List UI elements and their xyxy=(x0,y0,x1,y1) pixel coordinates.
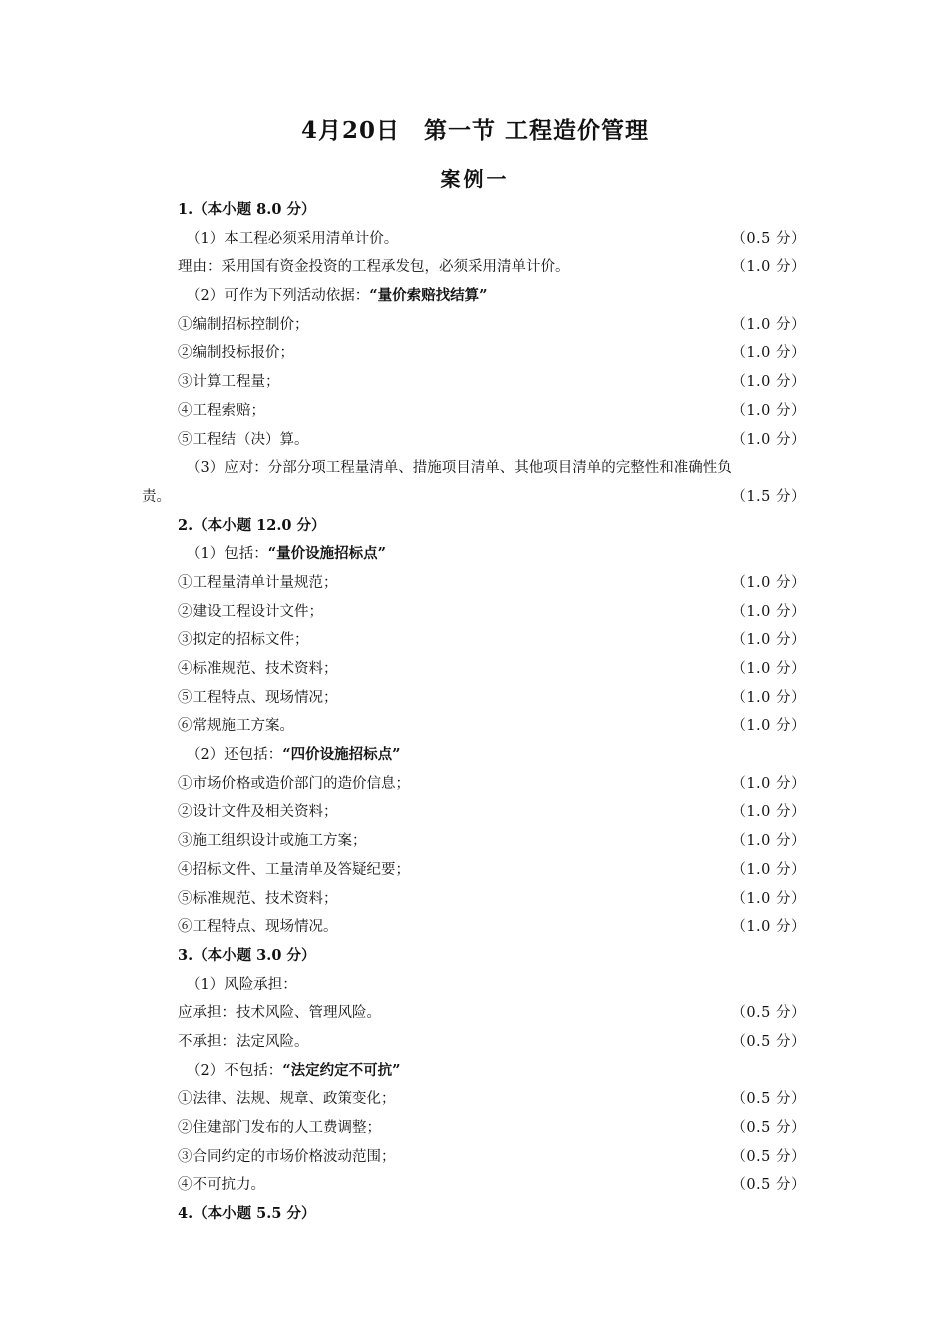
line-text xyxy=(178,655,338,684)
line-text xyxy=(178,684,338,713)
line-text-main: ⑤标准规范、技术资料； xyxy=(178,890,338,907)
score-label: （1.0 分） xyxy=(731,431,806,448)
line-text-main: ①工程量清单计量规范； xyxy=(178,574,338,591)
mnemonic-phrase: “量价设施招标点” xyxy=(267,545,386,563)
line-text xyxy=(178,798,338,827)
line-text-main: ⑥工程特点、现场情况。 xyxy=(178,919,338,936)
line-text xyxy=(178,196,315,225)
line-text-main: （2）还包括： xyxy=(186,747,283,764)
score-label: （1.0 分） xyxy=(731,259,806,276)
question-heading xyxy=(0,196,950,225)
answer-line xyxy=(0,712,950,741)
question-heading xyxy=(0,1200,950,1229)
score-label: （1.0 分） xyxy=(731,603,806,620)
line-text-main: 3.（本小题 3.0 分） xyxy=(178,946,316,964)
answer-line xyxy=(0,827,950,856)
score-label: （0.5 分） xyxy=(731,1005,806,1022)
answer-line xyxy=(0,1114,950,1143)
answer-line xyxy=(0,913,950,942)
line-text xyxy=(186,282,487,311)
line-text-main: ④招标文件、工量清单及答疑纪要； xyxy=(178,861,410,878)
answer-line xyxy=(0,626,950,655)
line-text-main: （3）应对：分部分项工程量清单、措施项目清单、其他项目清单的完整性和准确性负 xyxy=(186,460,732,477)
line-text xyxy=(178,368,280,397)
line-text xyxy=(178,253,570,282)
line-text xyxy=(178,885,338,914)
answer-line xyxy=(0,1085,950,1114)
score-label: （1.0 分） xyxy=(731,632,806,649)
answer-line xyxy=(0,999,950,1028)
question-heading xyxy=(0,942,950,971)
line-text xyxy=(178,397,265,426)
mnemonic-phrase: “量价索赔找结算” xyxy=(369,287,488,305)
line-text xyxy=(178,598,323,627)
answer-line xyxy=(0,798,950,827)
line-text xyxy=(178,712,294,741)
line-text-main: ②设计文件及相关资料； xyxy=(178,804,338,821)
case-title: 案例一 xyxy=(440,167,510,191)
line-text xyxy=(178,770,410,799)
line-text-main: 责。 xyxy=(142,488,171,505)
score-label: （1.0 分） xyxy=(731,661,806,677)
score-label: （1.0 分） xyxy=(731,861,806,878)
line-text xyxy=(178,1171,265,1200)
answer-lines xyxy=(0,196,950,1229)
answer-line xyxy=(0,454,950,483)
score-label: （1.0 分） xyxy=(731,402,806,419)
answer-line xyxy=(0,225,950,254)
line-text xyxy=(178,339,294,368)
line-text xyxy=(178,512,326,541)
answer-line xyxy=(0,253,950,282)
answer-line xyxy=(0,684,950,713)
line-text-main: ⑤工程特点、现场情况； xyxy=(178,689,338,706)
line-text-main: ①编制招标控制价； xyxy=(178,316,309,333)
score-label: （1.0 分） xyxy=(731,804,806,821)
line-text-main: （1）包括： xyxy=(186,546,268,563)
mnemonic-phrase: “四价设施招标点” xyxy=(282,746,401,764)
line-text xyxy=(186,540,386,569)
page-title: 4月20日 第一节 工程造价管理 xyxy=(300,117,650,144)
answer-line xyxy=(0,856,950,885)
score-label: （0.5 分） xyxy=(731,1033,806,1050)
answer-line xyxy=(0,1057,950,1086)
line-text-main: ②住建部门发布的人工费调整； xyxy=(178,1120,381,1136)
answer-line xyxy=(0,368,950,397)
score-label: （1.0 分） xyxy=(731,775,806,792)
line-text-main: ②编制投标报价； xyxy=(178,345,294,362)
line-text-main: 理由：采用国有资金投资的工程承发包，必须采用清单计价。 xyxy=(178,259,570,276)
score-label: （0.5 分） xyxy=(731,1120,806,1136)
line-text xyxy=(186,971,297,1000)
answer-line xyxy=(0,397,950,426)
line-text xyxy=(178,569,338,598)
answer-line xyxy=(0,741,950,770)
line-text xyxy=(186,225,398,254)
score-label: （0.5 分） xyxy=(731,1177,806,1194)
line-text-main: 1.（本小题 8.0 分） xyxy=(178,201,316,218)
score-label: （1.0 分） xyxy=(731,689,806,706)
answer-line xyxy=(0,540,950,569)
score-label: （1.0 分） xyxy=(731,374,806,391)
answer-line xyxy=(0,569,950,598)
answer-line xyxy=(0,1028,950,1057)
mnemonic-phrase: “法定约定不可抗” xyxy=(282,1061,401,1079)
line-text xyxy=(178,942,315,971)
line-text xyxy=(178,999,381,1028)
answer-line xyxy=(0,282,950,311)
line-text xyxy=(186,454,732,483)
line-text xyxy=(142,483,171,512)
line-text-main: ①市场价格或造价部门的造价信息； xyxy=(178,775,410,792)
answer-line xyxy=(0,426,950,455)
line-text-main: ②建设工程设计文件； xyxy=(178,603,323,620)
line-text xyxy=(186,741,400,770)
line-text xyxy=(178,1085,396,1114)
line-text-main: 应承担：技术风险、管理风险。 xyxy=(178,1005,381,1022)
score-label: （1.0 分） xyxy=(731,919,806,936)
line-text xyxy=(178,913,338,942)
line-text-main: ③施工组织设计或施工方案； xyxy=(178,833,367,850)
line-text-main: ③计算工程量； xyxy=(178,374,280,391)
score-label: （0.5 分） xyxy=(731,1148,806,1165)
line-text xyxy=(186,1057,400,1086)
line-text xyxy=(178,856,410,885)
score-label: （1.0 分） xyxy=(731,345,806,362)
line-text-main: （2）可作为下列活动依据： xyxy=(186,288,370,305)
line-text-main: ④不可抗力。 xyxy=(178,1177,265,1194)
answer-line xyxy=(0,311,950,340)
answer-line xyxy=(0,1143,950,1172)
line-text xyxy=(178,626,309,655)
line-text-main: ③合同约定的市场价格波动范围； xyxy=(178,1148,396,1165)
answer-line xyxy=(0,885,950,914)
line-text xyxy=(178,426,309,455)
line-text xyxy=(178,1143,396,1172)
line-text-main: ①法律、法规、规章、政策变化； xyxy=(178,1091,396,1108)
line-text-main: ⑤工程结（决）算。 xyxy=(178,431,309,448)
answer-line xyxy=(0,971,950,1000)
line-text-main: 不承担：法定风险。 xyxy=(178,1033,309,1050)
line-text-main: 4.（本小题 5.5 分） xyxy=(178,1205,316,1223)
answer-line xyxy=(0,655,950,684)
answer-line xyxy=(0,339,950,368)
score-label: （1.5 分） xyxy=(731,488,806,505)
line-text-main: （1）本工程必须采用清单计价。 xyxy=(186,230,399,247)
score-label: （1.0 分） xyxy=(731,574,806,591)
line-text-main: ③拟定的招标文件； xyxy=(178,632,309,649)
score-label: （0.5 分） xyxy=(731,230,806,247)
score-label: （1.0 分） xyxy=(731,316,806,333)
line-text xyxy=(178,1114,381,1143)
line-text-main: 2.（本小题 12.0 分） xyxy=(178,516,326,534)
question-heading xyxy=(0,512,950,541)
score-label: （1.0 分） xyxy=(731,890,806,907)
line-text xyxy=(178,1200,315,1229)
line-text xyxy=(178,1028,309,1057)
line-text xyxy=(178,311,309,340)
line-text-main: （1）风险承担： xyxy=(186,976,297,993)
score-label: （1.0 分） xyxy=(731,718,806,735)
answer-line xyxy=(0,598,950,627)
answer-line xyxy=(0,483,950,512)
answer-line xyxy=(0,770,950,799)
line-text xyxy=(178,827,367,856)
line-text-main: ⑥常规施工方案。 xyxy=(178,718,294,735)
line-text-main: ④标准规范、技术资料； xyxy=(178,661,338,677)
score-label: （0.5 分） xyxy=(731,1091,806,1108)
line-text-main: （2）不包括： xyxy=(186,1062,283,1079)
answer-line xyxy=(0,1171,950,1200)
line-text-main: ④工程索赔； xyxy=(178,402,265,419)
score-label: （1.0 分） xyxy=(731,833,806,850)
